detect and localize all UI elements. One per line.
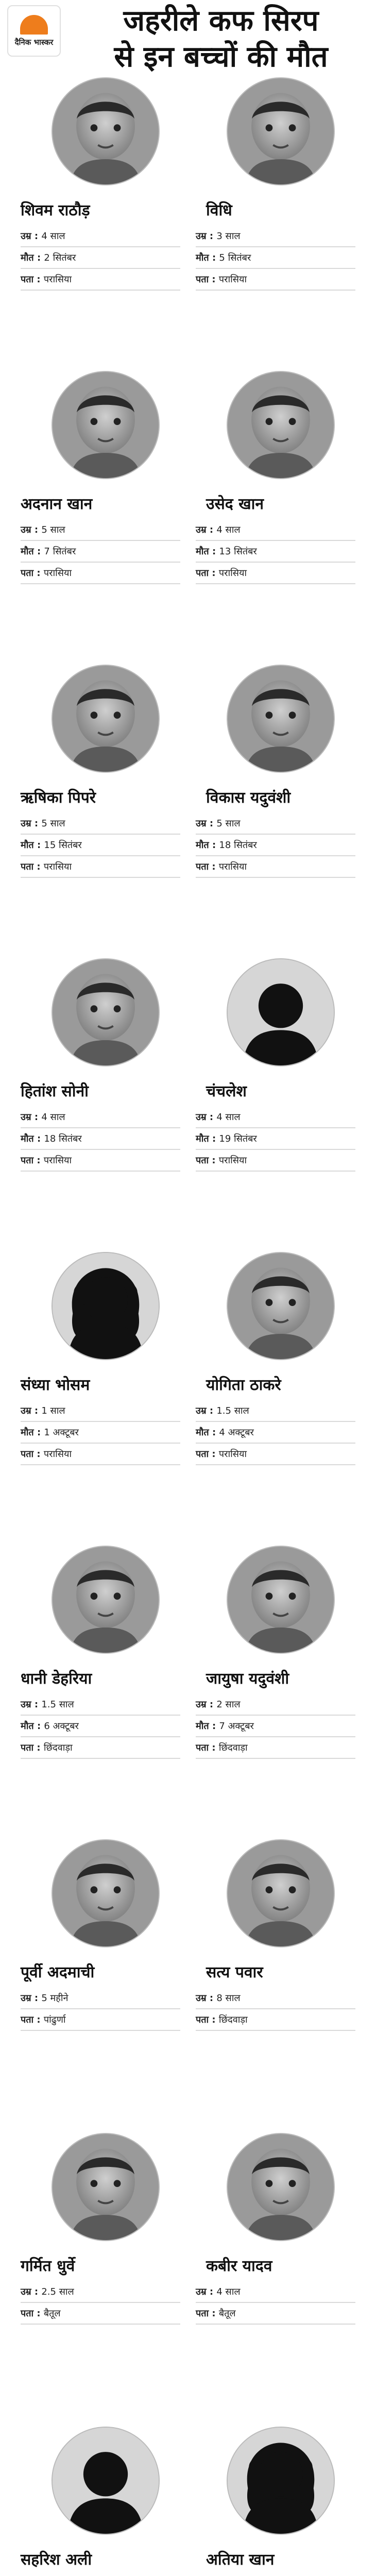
detail-value: 5 साल	[41, 818, 65, 829]
child-name: गर्मित धुर्वे	[21, 2257, 75, 2275]
child-card	[196, 665, 376, 872]
detail-value: 7 अक्टूबर	[219, 1721, 254, 1732]
detail-label: पता :	[21, 1449, 44, 1460]
headline-line-1: जहरीले कफ सिरप	[123, 4, 319, 38]
detail-value: परासिया	[218, 274, 247, 285]
detail-value: 5 साल	[41, 524, 65, 535]
silhouette-icon	[52, 1252, 160, 1360]
detail-label: पता :	[21, 1155, 44, 1166]
child-card	[196, 77, 376, 285]
detail-label: उम्र :	[196, 524, 217, 535]
detail-age	[21, 813, 180, 835]
detail-value: बैतूल	[43, 2308, 61, 2319]
detail-value: परासिया	[218, 568, 247, 579]
detail-label: पता :	[196, 568, 219, 579]
child-photo	[52, 77, 160, 185]
detail-label: उम्र :	[196, 1699, 217, 1710]
detail-address	[196, 1150, 355, 1172]
detail-death	[21, 1716, 180, 1737]
child-details	[21, 2281, 180, 2325]
child-card	[196, 958, 376, 1166]
detail-age	[196, 226, 355, 247]
detail-death	[196, 1128, 355, 1150]
child-details	[196, 1400, 355, 1465]
detail-label: पता :	[21, 568, 44, 579]
child-photo	[227, 1839, 335, 1947]
child-photo	[227, 1252, 335, 1360]
detail-label: उम्र :	[196, 1993, 217, 2004]
detail-value: परासिया	[43, 568, 72, 579]
detail-address	[21, 563, 180, 584]
detail-age	[21, 226, 180, 247]
detail-label: मौत :	[21, 546, 44, 557]
detail-label: मौत :	[196, 252, 219, 263]
child-name: विधि	[206, 201, 232, 219]
detail-value: परासिया	[218, 1449, 247, 1460]
detail-age	[196, 519, 355, 541]
detail-value: छिंदवाड़ा	[218, 2014, 248, 2025]
detail-address	[21, 1150, 180, 1172]
detail-age	[21, 1988, 180, 2009]
detail-value: 3 साल	[216, 231, 241, 242]
detail-age	[21, 1107, 180, 1128]
child-photo	[227, 371, 335, 479]
detail-value: बैतूल	[218, 2308, 236, 2319]
child-name: पूर्वी अदमाची	[21, 1963, 95, 1981]
detail-label: मौत :	[21, 1427, 44, 1438]
detail-value: 5 महीने	[41, 1993, 69, 2004]
detail-age	[196, 2281, 355, 2303]
child-photo	[227, 1546, 335, 1654]
detail-value: 4 साल	[216, 524, 241, 535]
detail-address	[196, 2303, 355, 2325]
detail-value: 2.5 साल	[41, 2286, 74, 2297]
detail-label: उम्र :	[21, 1699, 42, 1710]
detail-death	[21, 247, 180, 269]
child-name: उसेद खान	[206, 495, 264, 513]
child-card	[21, 665, 201, 872]
silhouette-icon	[227, 2427, 335, 2535]
child-photo	[227, 77, 335, 185]
child-photo	[52, 665, 160, 773]
child-card	[21, 958, 201, 1166]
child-card	[196, 371, 376, 579]
detail-value: 18 सितंबर	[219, 840, 257, 851]
detail-address	[196, 1737, 355, 1759]
header	[0, 0, 376, 77]
child-name: सहरिश अली	[21, 2551, 92, 2569]
detail-value: 2 साल	[216, 1699, 241, 1710]
detail-label: मौत :	[196, 1721, 219, 1732]
detail-age	[21, 519, 180, 541]
detail-label: पता :	[196, 861, 219, 872]
detail-value: परासिया	[43, 1155, 72, 1166]
detail-age	[21, 1694, 180, 1716]
detail-address	[196, 269, 355, 291]
detail-value: पांढुर्णा	[43, 2014, 66, 2025]
child-details	[196, 2281, 355, 2325]
detail-address	[196, 1444, 355, 1465]
detail-label: मौत :	[196, 546, 219, 557]
detail-value: 18 सितंबर	[44, 1133, 82, 1144]
child-card	[21, 1546, 201, 1753]
child-photo	[52, 1546, 160, 1654]
detail-label: पता :	[21, 2014, 44, 2025]
detail-label: उम्र :	[21, 231, 42, 242]
detail-label: उम्र :	[21, 818, 42, 829]
child-name: शिवम राठौड़	[21, 201, 90, 219]
detail-value: 5 सितंबर	[219, 252, 251, 263]
detail-label: पता :	[196, 2014, 219, 2025]
detail-label: मौत :	[196, 1133, 219, 1144]
logo-text: दैनिक भास्कर	[14, 38, 54, 47]
silhouette-icon	[227, 958, 335, 1066]
detail-value: 7 सितंबर	[44, 546, 76, 557]
detail-label: उम्र :	[196, 1405, 217, 1416]
detail-label: उम्र :	[196, 1112, 217, 1123]
child-card	[21, 371, 201, 579]
detail-label: उम्र :	[196, 2286, 217, 2297]
detail-label: उम्र :	[21, 1405, 42, 1416]
child-card	[196, 2133, 376, 2319]
detail-label: मौत :	[21, 252, 44, 263]
child-name: जायुषा यदुवंशी	[206, 1670, 289, 1688]
child-details	[21, 813, 180, 878]
detail-value: 1 अक्टूबर	[44, 1427, 79, 1438]
detail-label: उम्र :	[196, 818, 217, 829]
child-photo	[52, 2133, 160, 2241]
detail-value: 4 साल	[216, 2286, 241, 2297]
detail-address	[196, 856, 355, 878]
detail-value: 4 अक्टूबर	[219, 1427, 254, 1438]
detail-label: मौत :	[196, 840, 219, 851]
detail-label: उम्र :	[21, 2286, 42, 2297]
detail-label: पता :	[196, 1742, 219, 1753]
child-card	[21, 2133, 201, 2319]
detail-death	[196, 247, 355, 269]
detail-label: पता :	[21, 274, 44, 285]
detail-label: पता :	[21, 1742, 44, 1753]
detail-value: 1.5 साल	[41, 1699, 74, 1710]
detail-label: पता :	[196, 1155, 219, 1166]
child-card	[196, 1839, 376, 2025]
headline-line-2: से इन बच्चों की मौत	[114, 40, 328, 74]
child-details	[196, 813, 355, 878]
detail-age	[196, 813, 355, 835]
detail-address	[21, 1444, 180, 1465]
detail-value: 6 अक्टूबर	[44, 1721, 79, 1732]
detail-label: पता :	[196, 2308, 219, 2319]
child-details	[21, 226, 180, 291]
detail-value: 1 साल	[41, 1405, 65, 1416]
child-card	[196, 1546, 376, 1753]
detail-death	[21, 1128, 180, 1150]
child-details	[21, 1107, 180, 1172]
detail-label: मौत :	[196, 1427, 219, 1438]
detail-label: उम्र :	[21, 1993, 42, 2004]
child-name: चंचलेश	[206, 1082, 247, 1100]
child-card	[21, 1252, 201, 1460]
child-details	[196, 1988, 355, 2031]
child-name: सत्य पवार	[206, 1963, 263, 1981]
detail-age	[196, 1107, 355, 1128]
detail-label: पता :	[196, 274, 219, 285]
detail-value: परासिया	[218, 1155, 247, 1166]
detail-value: 4 साल	[216, 1112, 241, 1123]
child-name: हितांश सोनी	[21, 1082, 89, 1100]
child-details	[196, 226, 355, 291]
child-name: ऋषिका पिपरे	[21, 789, 96, 807]
child-details	[21, 519, 180, 584]
child-name: संध्या भोसम	[21, 1376, 90, 1394]
detail-label: पता :	[21, 2308, 44, 2319]
child-card	[196, 1252, 376, 1460]
detail-value: छिंदवाड़ा	[218, 1742, 248, 1753]
detail-value: 2 सितंबर	[44, 252, 76, 263]
child-details	[21, 1400, 180, 1465]
detail-value: 13 सितंबर	[219, 546, 257, 557]
child-photo	[52, 958, 160, 1066]
child-photo	[52, 371, 160, 479]
child-details	[196, 1107, 355, 1172]
detail-value: 4 साल	[41, 231, 65, 242]
child-photo	[52, 1839, 160, 1947]
child-details	[196, 519, 355, 584]
detail-label: मौत :	[21, 840, 44, 851]
child-photo	[227, 2133, 335, 2241]
detail-value: छिंदवाड़ा	[43, 1742, 73, 1753]
child-card	[196, 2427, 376, 2576]
detail-address	[21, 2303, 180, 2325]
child-name: धानी डेहरिया	[21, 1670, 92, 1688]
detail-address	[196, 2009, 355, 2031]
silhouette-icon	[52, 2427, 160, 2535]
detail-address	[196, 563, 355, 584]
child-name: अदनान खान	[21, 495, 93, 513]
detail-value: परासिया	[43, 1449, 72, 1460]
detail-label: उम्र :	[21, 524, 42, 535]
brand-logo	[7, 5, 61, 57]
detail-value: परासिया	[218, 861, 247, 872]
child-name: अतिया खान	[206, 2551, 275, 2569]
detail-value: 8 साल	[216, 1993, 241, 2004]
child-photo	[227, 665, 335, 773]
headline	[69, 3, 373, 75]
detail-death	[196, 835, 355, 856]
detail-label: पता :	[21, 861, 44, 872]
detail-value: 4 साल	[41, 1112, 65, 1123]
detail-death	[196, 541, 355, 563]
detail-death	[21, 1422, 180, 1444]
detail-value: 15 सितंबर	[44, 840, 82, 851]
detail-value: परासिया	[43, 274, 72, 285]
detail-age	[21, 2281, 180, 2303]
detail-value: 19 सितंबर	[219, 1133, 257, 1144]
child-name: विकास यदुवंशी	[206, 789, 291, 807]
detail-death	[21, 835, 180, 856]
child-card	[21, 2427, 201, 2576]
detail-age	[196, 1988, 355, 2009]
detail-death	[21, 541, 180, 563]
child-details	[21, 1694, 180, 1759]
detail-value: परासिया	[43, 861, 72, 872]
detail-label: उम्र :	[196, 231, 217, 242]
sun-icon	[20, 15, 48, 35]
child-details	[21, 1988, 180, 2031]
detail-death	[196, 1422, 355, 1444]
detail-label: पता :	[196, 1449, 219, 1460]
detail-label: उम्र :	[21, 1112, 42, 1123]
detail-death	[196, 1716, 355, 1737]
detail-label: मौत :	[21, 1721, 44, 1732]
detail-address	[21, 1737, 180, 1759]
detail-age	[196, 1400, 355, 1422]
detail-address	[21, 2009, 180, 2031]
child-card	[21, 77, 201, 285]
detail-value: 5 साल	[216, 818, 241, 829]
detail-age	[196, 1694, 355, 1716]
detail-address	[21, 269, 180, 291]
child-name: कबीर यादव	[206, 2257, 272, 2275]
detail-address	[21, 856, 180, 878]
child-details	[196, 1694, 355, 1759]
detail-value: 1.5 साल	[216, 1405, 249, 1416]
child-name: योगिता ठाकरे	[206, 1376, 281, 1394]
detail-label: मौत :	[21, 1133, 44, 1144]
child-card	[21, 1839, 201, 2025]
detail-age	[21, 1400, 180, 1422]
